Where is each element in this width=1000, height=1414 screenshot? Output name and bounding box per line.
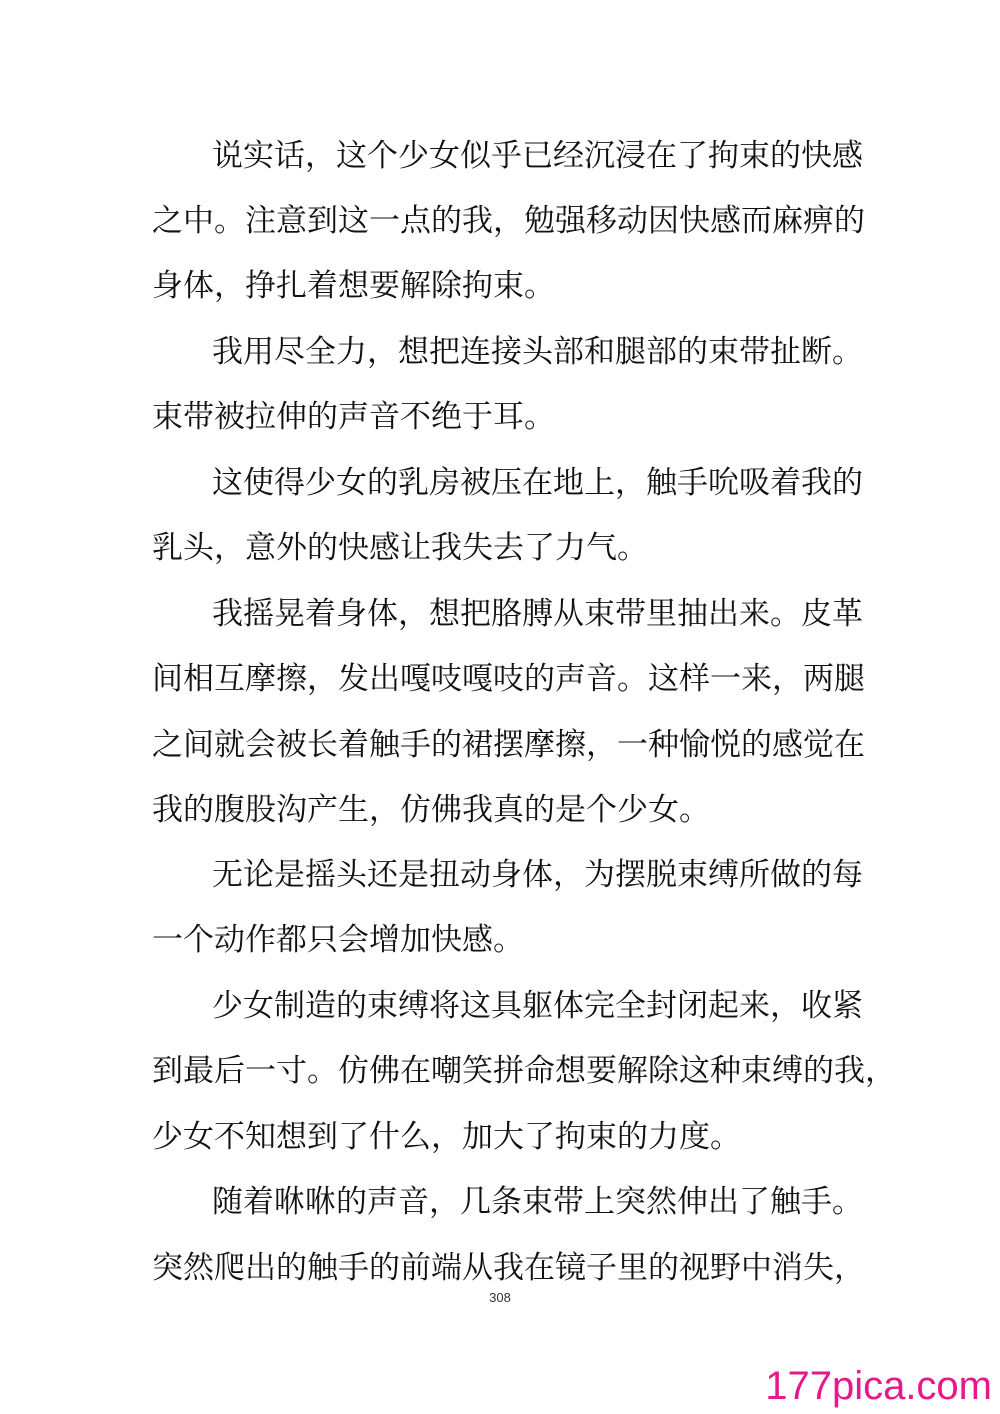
text-line: 这使得少女的乳房被压在地上，触手吮吸着我的 <box>212 465 863 501</box>
text-line: 之中。注意到这一点的我，勉强移动因快感而麻痹的 <box>152 203 865 239</box>
text-line: 身体，挣扎着想要解除拘束。 <box>152 268 555 304</box>
text-line: 之间就会被长着触手的裙摆摩擦，一种愉悦的感觉在 <box>152 727 865 763</box>
text-line: 到最后一寸。仿佛在嘲笑拼命想要解除这种束缚的我， <box>152 1053 896 1089</box>
text-line: 我用尽全力，想把连接头部和腿部的束带扯断。 <box>212 334 863 370</box>
text-line: 束带被拉伸的声音不绝于耳。 <box>152 399 555 435</box>
text-line: 少女制造的束缚将这具躯体完全封闭起来，收紧 <box>212 988 863 1024</box>
text-line: 一个动作都只会增加快感。 <box>152 922 524 958</box>
page-number: 308 <box>489 1290 511 1305</box>
text-line: 我摇晃着身体，想把胳膊从束带里抽出来。皮革 <box>212 596 863 632</box>
text-line: 随着咻咻的声音，几条束带上突然伸出了触手。 <box>212 1184 863 1220</box>
watermark-link[interactable]: 177pica.com <box>765 1364 992 1408</box>
text-line: 我的腹股沟产生，仿佛我真的是个少女。 <box>152 792 710 828</box>
text-line: 突然爬出的触手的前端从我在镜子里的视野中消失， <box>152 1250 865 1286</box>
text-line: 少女不知想到了什么，加大了拘束的力度。 <box>152 1119 741 1155</box>
text-line: 说实话，这个少女似乎已经沉浸在了拘束的快感 <box>212 138 863 174</box>
text-line: 间相互摩擦，发出嘎吱嘎吱的声音。这样一来，两腿 <box>152 661 865 697</box>
text-line: 乳头，意外的快感让我失去了力气。 <box>152 530 648 566</box>
text-line: 无论是摇头还是扭动身体，为摆脱束缚所做的每 <box>212 857 863 893</box>
